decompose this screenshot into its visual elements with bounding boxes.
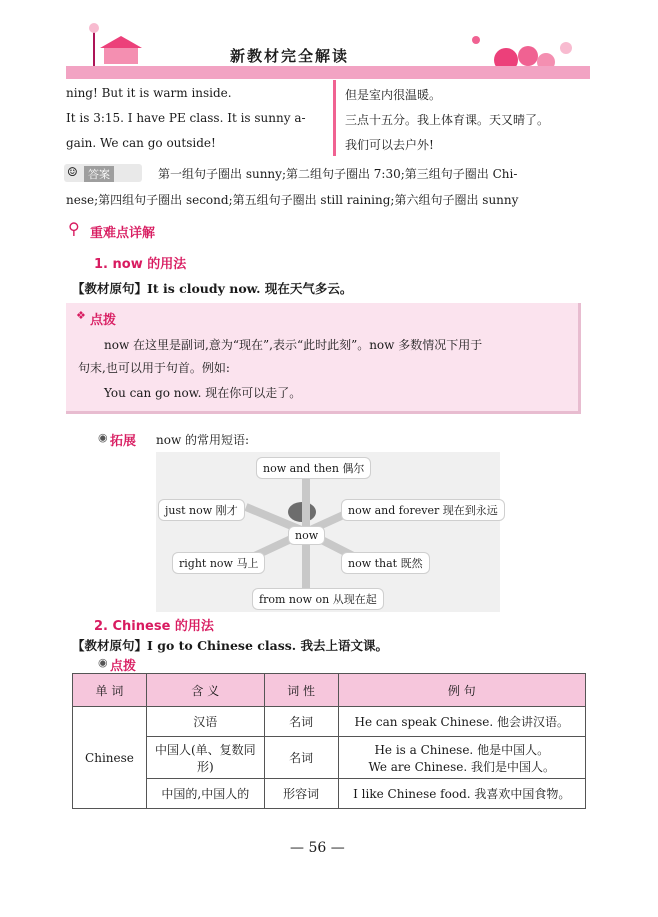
passage-english-line-1: ning! But it is warm inside.: [66, 86, 232, 100]
tip-line-3: You can go now. 现在你可以走了。: [104, 386, 302, 400]
key-points-heading: 重难点详解: [90, 226, 156, 241]
column-divider: [333, 80, 336, 156]
example-line: He is a Chinese. 他是中国人。: [374, 742, 550, 757]
book-title: 新教材完全解读: [230, 47, 350, 65]
phrase-mind-map: [156, 452, 500, 612]
mind-map-node: now that 既然: [341, 552, 430, 574]
tip-line-1: now 在这里是副词,意为“现在”,表示“此时此刻”。now 多数情况下用于: [104, 338, 483, 352]
table-cell: 名词: [264, 707, 338, 737]
table-row: [73, 737, 586, 779]
mind-map-node: right now 马上: [172, 552, 265, 574]
example-line: We are Chinese. 我们是中国人。: [368, 759, 556, 774]
answer-label: 答案: [84, 166, 114, 182]
table-cell: 形容词: [264, 779, 338, 809]
answer-badge: [64, 164, 142, 182]
table-cell: 汉语: [146, 707, 264, 737]
section-2-title: 2. Chinese 的用法: [94, 619, 214, 634]
expand-text: now 的常用短语:: [156, 433, 250, 447]
tip-label-2: 点拨: [110, 659, 137, 674]
table-row: [73, 779, 586, 809]
mind-map-node: now and then 偶尔: [256, 457, 371, 479]
house-tree-illustration: [89, 23, 142, 66]
table-header-cell: 词 性: [264, 674, 338, 707]
section-1-title: 1. now 的用法: [94, 257, 187, 272]
expand-label: 拓展: [110, 434, 137, 449]
page-number: — 56 —: [290, 840, 345, 856]
tip-line-2: 句末,也可以用于句首。例如:: [78, 361, 230, 375]
mind-map-center-node: now: [288, 526, 325, 545]
table-header-row: [73, 674, 586, 707]
answer-line-1: 第一组句子圈出 sunny;第二组句子圈出 7:30;第三组句子圈出 Chi-: [158, 167, 518, 181]
tip-bullet-icon: ❖: [76, 309, 86, 322]
tip-label: 点拨: [90, 313, 117, 328]
table-header-cell: 例 句: [338, 674, 585, 707]
passage-chinese-line-1: 但是室内很温暖。: [345, 88, 442, 102]
table-cell: 中国人(单、复数同形): [146, 737, 264, 779]
passage-chinese-line-3: 我们可以去户外!: [345, 138, 434, 152]
mind-map-node: just now 刚才: [158, 499, 245, 521]
table-cell: 名词: [264, 737, 338, 779]
magnifier-icon: ⚲: [68, 219, 80, 238]
passage-chinese-line-2: 三点十五分。我上体育课。天又晴了。: [345, 113, 550, 127]
table-cell: [338, 737, 585, 779]
table-cell-word: Chinese: [73, 707, 147, 809]
chinese-usage-table: [72, 673, 586, 809]
header-band: [66, 66, 590, 79]
table-header-cell: 含 义: [146, 674, 264, 707]
mind-map-node: from now on 从现在起: [252, 588, 384, 610]
mind-map-node: now and forever 现在到永远: [341, 499, 505, 521]
section-2-source: 【教材原句】I go to Chinese class. 我去上语文课。: [72, 638, 388, 653]
expand-bullet-icon: ◉: [98, 431, 108, 444]
passage-english-line-3: gain. We can go outside!: [66, 136, 216, 150]
table-header-cell: 单 词: [73, 674, 147, 707]
section-1-source: 【教材原句】It is cloudy now. 现在天气多云。: [72, 281, 353, 296]
answer-line-2: nese;第四组句子圈出 second;第五组句子圈出 still raining;第六组句子圈出 sunny: [66, 193, 519, 207]
tip-bullet-icon: ◉: [98, 656, 108, 669]
table-cell: I like Chinese food. 我喜欢中国食物。: [338, 779, 585, 809]
answer-icon: ☺: [67, 165, 78, 179]
table-cell: 中国的,中国人的: [146, 779, 264, 809]
passage-english-line-2: It is 3:15. I have PE class. It is sunny a-: [66, 111, 306, 125]
table-cell: He can speak Chinese. 他会讲汉语。: [338, 707, 585, 737]
table-row: [73, 707, 586, 737]
